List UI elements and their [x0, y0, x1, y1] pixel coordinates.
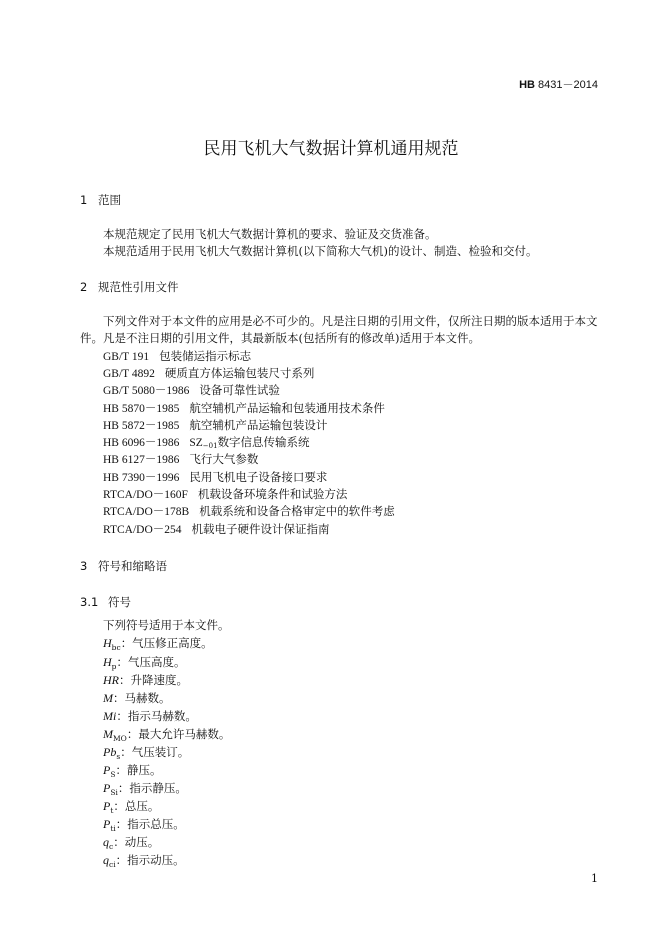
section-2-intro-line-2: 件。凡是不注日期的引用文件，其最新版本(包括所有的修改单)适用于本文件。	[80, 331, 480, 345]
symbol-item	[103, 798, 159, 815]
section-3-heading	[80, 558, 167, 574]
symbol-desc: ：气压高度。	[116, 655, 186, 669]
symbol-item	[103, 708, 197, 724]
symbol-subscript: p	[111, 662, 117, 671]
reference-item	[103, 451, 258, 467]
reference-item	[103, 417, 327, 433]
section-title: 符号和缩略语	[98, 559, 167, 573]
reference-code: GB/T 191	[103, 351, 150, 363]
symbol-desc: ：最大允许马赫数。	[126, 727, 231, 741]
reference-title: 硬质直方体运输包装尺寸系列	[164, 366, 315, 380]
section-1-para-2: 本规范适用于民用飞机大气数据计算机(以下简称大气机)的设计、制造、检验和交付。	[103, 244, 538, 258]
symbol-subscript: Si	[110, 788, 118, 797]
reference-title: 设备可靠性试验	[199, 383, 280, 397]
symbol-item	[103, 690, 171, 706]
symbol: HR	[103, 673, 119, 687]
reference-title: 数字信息传输系统	[217, 435, 310, 449]
section-title: 范围	[98, 193, 121, 207]
symbol-desc: ：气压修正高度。	[120, 636, 213, 650]
reference-item	[103, 365, 314, 381]
symbol-item	[103, 672, 188, 688]
symbol-item	[103, 726, 230, 743]
reference-code: RTCA/DO－178B	[103, 506, 190, 518]
reference-code: HB 5872－1985	[103, 420, 180, 432]
symbol: M	[103, 727, 113, 741]
reference-title: 航空辅机产品运输和包装通用技术条件	[189, 401, 385, 415]
reference-code: GB/T 5080－1986	[103, 385, 190, 397]
symbol: P	[103, 799, 111, 813]
reference-code: HB 7390－1996	[103, 472, 180, 484]
page-number: 1	[591, 872, 598, 885]
symbol: Mi	[103, 709, 117, 723]
document-title: 民用飞机大气数据计算机通用规范	[203, 139, 459, 159]
section-1-heading	[80, 192, 121, 208]
symbol-desc: ：静压。	[115, 763, 162, 777]
symbol-item	[103, 744, 189, 761]
symbol: H	[103, 655, 112, 669]
reference-code: GB/T 4892	[103, 368, 155, 380]
reference-item	[103, 400, 385, 416]
symbol-desc: ：总压。	[113, 799, 160, 813]
reference-title: 飞行大气参数	[189, 452, 259, 466]
symbol-subscript: S	[110, 770, 116, 779]
reference-item	[103, 382, 280, 398]
symbol-subscript: ci	[109, 860, 116, 869]
symbols-intro: 下列符号适用于本文件。	[103, 618, 230, 632]
reference-title: 机载系统和设备合格审定中的软件考虑	[199, 504, 395, 518]
symbol-subscript: s	[116, 752, 121, 761]
symbol: P	[103, 781, 111, 795]
reference-prefix: SZ	[189, 437, 203, 449]
reference-title: 民用飞机电子设备接口要求	[189, 470, 328, 484]
symbol-desc: ：指示动压。	[115, 853, 185, 867]
reference-item	[103, 469, 327, 485]
reference-code: RTCA/DO－160F	[103, 489, 188, 501]
symbol-subscript: c	[109, 842, 114, 851]
reference-code: HB 6127－1986	[103, 454, 180, 466]
reference-title: 机载设备环境条件和试验方法	[197, 487, 348, 501]
symbol-desc: ：动压。	[113, 835, 160, 849]
section-number: 3	[80, 559, 88, 573]
symbol-subscript: bc	[111, 643, 121, 652]
symbol-item	[103, 816, 185, 833]
symbol: q	[103, 853, 109, 867]
symbol-desc: ：升降速度。	[119, 673, 188, 687]
section-2-intro-line-1: 下列文件对于本文件的应用是必不可少的。凡是注日期的引用文件，仅所注日期的版本适用于本文	[103, 314, 598, 328]
standard-prefix: HB	[519, 79, 535, 91]
symbol-desc: ：指示静压。	[117, 781, 187, 795]
reference-code: RTCA/DO－254	[103, 524, 182, 536]
reference-title: 航空辅机产品运输包装设计	[189, 418, 328, 432]
section-title: 规范性引用文件	[98, 280, 179, 294]
reference-title: 机载电子硬件设计保证指南	[191, 522, 330, 536]
standard-number	[519, 76, 598, 92]
standard-code: 8431－2014	[538, 79, 598, 91]
symbol-desc: ：马赫数。	[113, 691, 171, 705]
symbol-desc: ：指示马赫数。	[116, 709, 197, 723]
symbol: M	[103, 691, 113, 705]
reference-item	[103, 434, 310, 450]
symbol-item	[103, 834, 159, 851]
section-2-heading	[80, 279, 179, 295]
reference-item	[103, 503, 395, 519]
symbol-item	[103, 635, 213, 652]
reference-title: 包装储运指示标志	[159, 349, 252, 363]
symbol-item	[103, 654, 185, 671]
section-number: 1	[80, 193, 88, 207]
reference-prefix-suffix: −01	[202, 442, 218, 450]
reference-item	[103, 521, 330, 537]
symbol: H	[103, 636, 112, 650]
subsection-number: 3.1	[80, 595, 99, 609]
reference-code: HB 6096－1986	[103, 437, 180, 449]
reference-item	[103, 348, 251, 364]
symbol: Pb	[103, 745, 117, 759]
section-number: 2	[80, 280, 88, 294]
section-1-para-1: 本规范规定了民用飞机大气数据计算机的要求、验证及交货准备。	[103, 227, 437, 241]
symbol-item	[103, 780, 187, 797]
symbol-subscript: MO	[113, 734, 127, 743]
symbol-subscript: ti	[110, 824, 116, 833]
symbol-desc: ：气压装订。	[120, 745, 190, 759]
symbol: P	[103, 763, 111, 777]
symbol-item	[103, 852, 185, 869]
section-3-1-heading	[80, 594, 131, 610]
reference-code: HB 5870－1985	[103, 403, 180, 415]
symbol-desc: ：指示总压。	[115, 817, 185, 831]
subsection-title: 符号	[108, 595, 131, 609]
symbol: P	[103, 817, 111, 831]
symbol-item	[103, 762, 161, 779]
symbol: q	[103, 835, 109, 849]
reference-item	[103, 486, 347, 502]
symbol-subscript: t	[110, 806, 114, 815]
